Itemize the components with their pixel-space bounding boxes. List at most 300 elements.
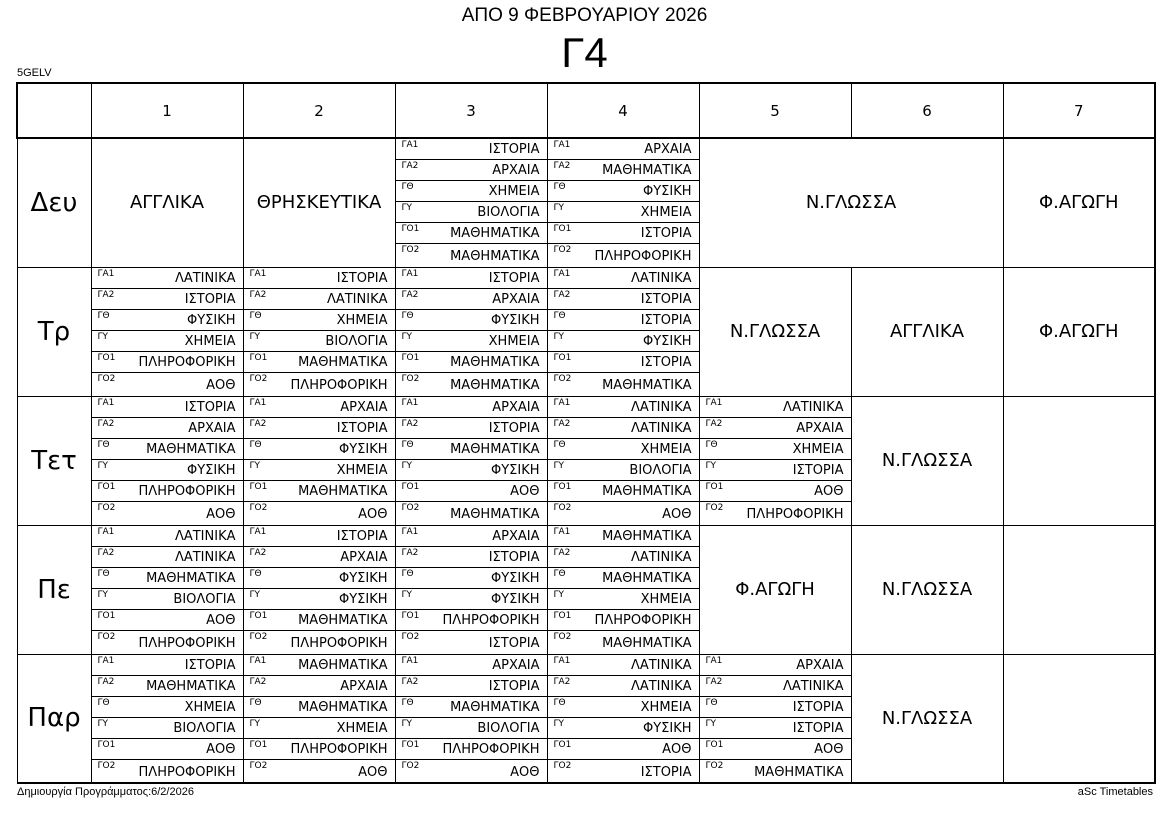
- subject-name: ΧΗΜΕΙΑ: [488, 333, 540, 349]
- group-code: ΓΑ2: [553, 289, 571, 300]
- group-code: ΓΑ1: [249, 397, 267, 408]
- group-code: ΓΑ1: [401, 655, 419, 666]
- subject-name: ΛΑΤΙΝΙΚΑ: [630, 657, 692, 673]
- group-lesson: [244, 310, 395, 331]
- group-code: ΓΟ1: [249, 610, 268, 621]
- group-lesson: [244, 610, 395, 631]
- subject-name: ΛΑΤΙΝΙΚΑ: [174, 549, 236, 565]
- group-lesson: [396, 181, 547, 202]
- period-header: 4: [547, 83, 699, 138]
- group-lesson: [548, 439, 699, 460]
- group-code: ΓΟ1: [401, 224, 420, 234]
- group-lesson: [244, 568, 395, 589]
- group-code: ΓΥ: [401, 331, 413, 342]
- corner-cell: [17, 83, 91, 138]
- group-code: ΓΑ1: [553, 397, 571, 408]
- subject-name: ΦΥΣΙΚΗ: [642, 720, 692, 736]
- group-code: ΓΑ2: [401, 161, 419, 171]
- group-lesson: [548, 526, 699, 547]
- lesson-cell: Φ.ΑΓΩΓΗ: [1003, 138, 1155, 267]
- subject-name: ΑΡΧΑΙΑ: [796, 420, 844, 436]
- group-lesson: [92, 268, 243, 289]
- group-code: ΓΟ2: [401, 502, 420, 513]
- subject-name: ΦΥΣΙΚΗ: [186, 462, 236, 478]
- group-code: ΓΘ: [97, 697, 110, 708]
- lesson-cell: Ν.ΓΛΩΣΣΑ: [851, 396, 1003, 525]
- group-code: ΓΟ2: [705, 760, 724, 771]
- subject-name: ΑΟΘ: [358, 764, 388, 780]
- group-code: ΓΑ2: [249, 547, 267, 558]
- subject-name: ΦΥΣΙΚΗ: [642, 333, 692, 349]
- group-lesson: [244, 697, 395, 718]
- group-code: ΓΑ2: [553, 161, 571, 171]
- split-lesson-cell: [547, 138, 699, 267]
- group-lesson: [244, 526, 395, 547]
- group-lesson: [92, 547, 243, 568]
- subject-name: ΜΑΘΗΜΑΤΙΚΑ: [602, 528, 692, 544]
- group-code: ΓΟ2: [553, 502, 572, 513]
- subject-name: ΜΑΘΗΜΑΤΙΚΑ: [450, 377, 540, 393]
- lesson-cell: Ν.ΓΛΩΣΣΑ: [699, 138, 1003, 267]
- subject-name: ΙΣΤΟΡΙΑ: [640, 354, 692, 370]
- group-code: ΓΟ1: [553, 352, 572, 363]
- subject-name: ΦΥΣΙΚΗ: [490, 570, 540, 586]
- group-lesson: [92, 718, 243, 739]
- group-code: ΓΑ1: [401, 526, 419, 537]
- period-header: 6: [851, 83, 1003, 138]
- subject-name: ΠΛΗΡΟΦΟΡΙΚΗ: [290, 741, 388, 757]
- group-lesson: [244, 718, 395, 739]
- subject-name: ΛΑΤΙΝΙΚΑ: [630, 399, 692, 415]
- group-lesson: [396, 460, 547, 481]
- subject-name: ΜΑΘΗΜΑΤΙΚΑ: [298, 483, 388, 499]
- subject-name: ΑΡΧΑΙΑ: [492, 657, 540, 673]
- group-code: ΓΑ1: [553, 526, 571, 537]
- group-lesson: [92, 439, 243, 460]
- period-header: 7: [1003, 83, 1155, 138]
- group-lesson: [244, 547, 395, 568]
- group-lesson: [396, 331, 547, 352]
- group-lesson: [548, 610, 699, 631]
- subject-name: ΛΑΤΙΝΙΚΑ: [782, 399, 844, 415]
- group-lesson: [396, 223, 547, 244]
- split-lesson-cell: [243, 267, 395, 396]
- group-code: ΓΘ: [249, 697, 262, 708]
- group-code: ΓΑ2: [401, 676, 419, 687]
- subject-name: ΑΟΘ: [662, 741, 692, 757]
- group-lesson: [548, 310, 699, 331]
- group-lesson: [244, 739, 395, 760]
- group-lesson: [92, 352, 243, 373]
- group-lesson: [92, 631, 243, 653]
- subject-name: ΠΛΗΡΟΦΟΡΙΚΗ: [138, 635, 236, 651]
- group-code: ΓΟ2: [401, 245, 420, 255]
- group-lesson: [396, 418, 547, 439]
- subject-name: ΙΣΤΟΡΙΑ: [792, 462, 844, 478]
- group-code: ΓΘ: [249, 568, 262, 579]
- group-code: ΓΟ2: [401, 760, 420, 771]
- subject-name: ΠΛΗΡΟΦΟΡΙΚΗ: [290, 635, 388, 651]
- group-code: ΓΑ1: [97, 526, 115, 537]
- group-lesson: [548, 631, 699, 653]
- group-lesson: [396, 244, 547, 266]
- group-code: ΓΘ: [553, 439, 566, 450]
- group-code: ΓΘ: [553, 310, 566, 321]
- subject-name: ΜΑΘΗΜΑΤΙΚΑ: [754, 764, 844, 780]
- group-code: ΓΟ1: [553, 481, 572, 492]
- group-lesson: [700, 397, 851, 418]
- split-lesson-cell: [547, 267, 699, 396]
- group-code: ΓΟ1: [401, 610, 420, 621]
- lesson-cell: ΑΓΓΛΙΚΑ: [91, 138, 243, 267]
- lesson-cell: Ν.ΓΛΩΣΣΑ: [851, 654, 1003, 783]
- group-code: ΓΥ: [97, 460, 109, 471]
- subject-name: ΜΑΘΗΜΑΤΙΚΑ: [450, 226, 540, 241]
- subject-name: ΙΣΤΟΡΙΑ: [184, 399, 236, 415]
- subject-name: ΑΡΧΑΙΑ: [340, 549, 388, 565]
- subject-name: ΧΗΜΕΙΑ: [640, 699, 692, 715]
- group-lesson: [396, 655, 547, 676]
- group-code: ΓΟ1: [553, 224, 572, 234]
- group-lesson: [700, 739, 851, 760]
- subject-name: ΦΥΣΙΚΗ: [490, 312, 540, 328]
- subject-name: ΑΟΘ: [662, 506, 692, 522]
- subject-name: ΜΑΘΗΜΑΤΙΚΑ: [450, 249, 540, 264]
- group-lesson: [548, 568, 699, 589]
- group-code: ΓΥ: [705, 460, 717, 471]
- period-header: 3: [395, 83, 547, 138]
- group-code: ΓΑ1: [249, 655, 267, 666]
- group-code: ΓΑ2: [401, 418, 419, 429]
- group-lesson: [92, 655, 243, 676]
- group-lesson: [244, 502, 395, 524]
- subject-name: ΦΥΣΙΚΗ: [338, 591, 388, 607]
- subject-name: ΠΛΗΡΟΦΟΡΙΚΗ: [138, 354, 236, 370]
- group-lesson: [548, 202, 699, 223]
- group-lesson: [92, 502, 243, 524]
- subject-name: ΑΟΘ: [206, 506, 236, 522]
- group-code: ΓΑ1: [705, 397, 723, 408]
- group-lesson: [700, 655, 851, 676]
- subject-name: ΠΛΗΡΟΦΟΡΙΚΗ: [594, 612, 692, 628]
- group-lesson: [92, 697, 243, 718]
- subject-name: ΛΑΤΙΝΙΚΑ: [174, 528, 236, 544]
- group-code: ΓΑ1: [553, 268, 571, 279]
- group-lesson: [92, 760, 243, 782]
- group-code: ΓΑ2: [553, 547, 571, 558]
- group-lesson: [548, 502, 699, 524]
- group-code: ΓΥ: [249, 589, 261, 600]
- group-code: ΓΟ2: [553, 631, 572, 642]
- lesson-cell: Φ.ΑΓΩΓΗ: [699, 525, 851, 654]
- group-code: ΓΥ: [553, 331, 565, 342]
- day-label: Πε: [17, 525, 91, 654]
- group-lesson: [396, 697, 547, 718]
- group-lesson: [700, 502, 851, 524]
- subject-name: ΠΛΗΡΟΦΟΡΙΚΗ: [746, 506, 844, 522]
- group-lesson: [396, 481, 547, 502]
- group-lesson: [244, 397, 395, 418]
- group-lesson: [396, 610, 547, 631]
- group-code: ΓΘ: [401, 697, 414, 708]
- subject-name: ΜΑΘΗΜΑΤΙΚΑ: [146, 570, 236, 586]
- subject-name: ΒΙΟΛΟΓΙΑ: [477, 205, 540, 220]
- group-code: ΓΑ2: [401, 547, 419, 558]
- subject-name: ΛΑΤΙΝΙΚΑ: [174, 270, 236, 286]
- split-lesson-cell: [91, 654, 243, 783]
- split-lesson-cell: [395, 654, 547, 783]
- subject-name: ΑΟΘ: [510, 483, 540, 499]
- group-code: ΓΟ1: [553, 610, 572, 621]
- split-lesson-cell: [91, 396, 243, 525]
- group-lesson: [396, 739, 547, 760]
- group-lesson: [548, 331, 699, 352]
- split-lesson-cell: [243, 654, 395, 783]
- group-lesson: [92, 589, 243, 610]
- subject-name: ΑΡΧΑΙΑ: [492, 399, 540, 415]
- group-lesson: [244, 460, 395, 481]
- generator-brand: aSc Timetables: [1077, 786, 1153, 798]
- subject-name: ΜΑΘΗΜΑΤΙΚΑ: [602, 635, 692, 651]
- group-code: ΓΥ: [553, 589, 565, 600]
- subject-name: ΧΗΜΕΙΑ: [184, 699, 236, 715]
- group-lesson: [396, 526, 547, 547]
- subject-name: ΧΗΜΕΙΑ: [336, 462, 388, 478]
- group-lesson: [548, 547, 699, 568]
- subject-name: ΙΣΤΟΡΙΑ: [488, 635, 540, 651]
- group-lesson: [92, 397, 243, 418]
- group-lesson: [548, 655, 699, 676]
- group-lesson: [396, 268, 547, 289]
- group-code: ΓΟ2: [553, 373, 572, 384]
- group-lesson: [396, 202, 547, 223]
- creation-date: Δημιουργία Προγράμματος:6/2/2026: [17, 786, 194, 798]
- group-lesson: [548, 139, 699, 160]
- subject-name: ΧΗΜΕΙΑ: [640, 591, 692, 607]
- group-code: ΓΥ: [249, 460, 261, 471]
- group-lesson: [244, 631, 395, 653]
- subject-name: ΠΛΗΡΟΦΟΡΙΚΗ: [442, 612, 540, 628]
- group-code: ΓΘ: [401, 568, 414, 579]
- group-code: ΓΘ: [401, 182, 414, 192]
- group-code: ΓΟ1: [249, 352, 268, 363]
- group-code: ΓΟ2: [401, 373, 420, 384]
- group-lesson: [396, 718, 547, 739]
- subject-name: ΦΥΣΙΚΗ: [338, 441, 388, 457]
- group-lesson: [548, 268, 699, 289]
- group-lesson: [396, 589, 547, 610]
- group-lesson: [396, 289, 547, 310]
- class-title: Γ4: [561, 29, 608, 76]
- day-label: Δευ: [17, 138, 91, 267]
- group-code: ΓΑ2: [249, 676, 267, 687]
- subject-name: ΧΗΜΕΙΑ: [640, 205, 692, 220]
- subject-name: ΛΑΤΙΝΙΚΑ: [630, 270, 692, 286]
- group-lesson: [700, 760, 851, 782]
- group-code: ΓΘ: [401, 310, 414, 321]
- group-lesson: [548, 739, 699, 760]
- group-code: ΓΘ: [97, 439, 110, 450]
- school-code: 5GELV: [17, 67, 52, 79]
- subject-name: ΜΑΘΗΜΑΤΙΚΑ: [602, 377, 692, 393]
- split-lesson-cell: [243, 525, 395, 654]
- lesson-cell: ΘΡΗΣΚΕΥΤΙΚΑ: [243, 138, 395, 267]
- group-code: ΓΘ: [97, 310, 110, 321]
- group-code: ΓΘ: [705, 439, 718, 450]
- subject-name: ΜΑΘΗΜΑΤΙΚΑ: [602, 483, 692, 499]
- group-code: ΓΟ2: [97, 373, 116, 384]
- subject-name: ΧΗΜΕΙΑ: [488, 184, 540, 199]
- group-lesson: [548, 352, 699, 373]
- subject-name: ΜΑΘΗΜΑΤΙΚΑ: [450, 441, 540, 457]
- group-lesson: [92, 331, 243, 352]
- group-code: ΓΥ: [249, 331, 261, 342]
- group-code: ΓΟ1: [705, 739, 724, 750]
- subject-name: ΑΟΘ: [814, 741, 844, 757]
- group-code: ΓΥ: [401, 589, 413, 600]
- group-code: ΓΟ2: [249, 373, 268, 384]
- subject-name: ΦΥΣΙΚΗ: [338, 570, 388, 586]
- subject-name: ΙΣΤΟΡΙΑ: [792, 720, 844, 736]
- group-lesson: [396, 676, 547, 697]
- subject-name: ΠΛΗΡΟΦΟΡΙΚΗ: [138, 483, 236, 499]
- group-lesson: [396, 352, 547, 373]
- group-code: ΓΟ2: [553, 245, 572, 255]
- subject-name: ΙΣΤΟΡΙΑ: [640, 764, 692, 780]
- group-lesson: [548, 676, 699, 697]
- group-lesson: [548, 160, 699, 181]
- subject-name: ΙΣΤΟΡΙΑ: [488, 420, 540, 436]
- group-lesson: [244, 655, 395, 676]
- timetable-validity-date: ΑΠΟ 9 ΦΕΒΡΟΥΑΡΙΟΥ 2026: [461, 5, 708, 26]
- group-code: ΓΟ1: [97, 739, 116, 750]
- group-lesson: [700, 439, 851, 460]
- group-code: ΓΟ2: [97, 760, 116, 771]
- group-lesson: [244, 268, 395, 289]
- group-code: ΓΟ2: [553, 760, 572, 771]
- subject-name: ΙΣΤΟΡΙΑ: [336, 528, 388, 544]
- subject-name: ΒΙΟΛΟΓΙΑ: [325, 333, 388, 349]
- day-label: Τετ: [17, 396, 91, 525]
- split-lesson-cell: [243, 396, 395, 525]
- group-code: ΓΟ2: [249, 760, 268, 771]
- subject-name: ΜΑΘΗΜΑΤΙΚΑ: [602, 163, 692, 178]
- group-lesson: [396, 439, 547, 460]
- group-code: ΓΑ2: [97, 418, 115, 429]
- group-lesson: [396, 310, 547, 331]
- subject-name: ΙΣΤΟΡΙΑ: [488, 678, 540, 694]
- group-lesson: [244, 760, 395, 782]
- subject-name: ΒΙΟΛΟΓΙΑ: [477, 720, 540, 736]
- group-code: ΓΑ1: [97, 397, 115, 408]
- subject-name: ΠΛΗΡΟΦΟΡΙΚΗ: [594, 249, 692, 264]
- subject-name: ΧΗΜΕΙΑ: [792, 441, 844, 457]
- group-lesson: [244, 439, 395, 460]
- subject-name: ΛΑΤΙΝΙΚΑ: [630, 678, 692, 694]
- group-code: ΓΑ1: [97, 655, 115, 666]
- lesson-cell: Ν.ΓΛΩΣΣΑ: [699, 267, 851, 396]
- group-code: ΓΟ1: [97, 481, 116, 492]
- subject-name: ΧΗΜΕΙΑ: [336, 312, 388, 328]
- group-lesson: [396, 568, 547, 589]
- split-lesson-cell: [547, 396, 699, 525]
- subject-name: ΑΡΧΑΙΑ: [492, 528, 540, 544]
- subject-name: ΙΣΤΟΡΙΑ: [640, 312, 692, 328]
- subject-name: ΛΑΤΙΝΙΚΑ: [326, 291, 388, 307]
- group-lesson: [92, 676, 243, 697]
- group-code: ΓΟ1: [97, 610, 116, 621]
- group-code: ΓΥ: [401, 203, 413, 213]
- subject-name: ΜΑΘΗΜΑΤΙΚΑ: [298, 657, 388, 673]
- day-label: Τρ: [17, 267, 91, 396]
- group-code: ΓΑ2: [705, 676, 723, 687]
- group-lesson: [548, 397, 699, 418]
- subject-name: ΑΡΧΑΙΑ: [492, 163, 540, 178]
- group-lesson: [244, 331, 395, 352]
- subject-name: ΙΣΤΟΡΙΑ: [488, 270, 540, 286]
- group-code: ΓΑ1: [705, 655, 723, 666]
- lesson-cell: [1003, 654, 1155, 783]
- subject-name: ΑΡΧΑΙΑ: [492, 291, 540, 307]
- subject-name: ΦΥΣΙΚΗ: [490, 462, 540, 478]
- subject-name: ΜΑΘΗΜΑΤΙΚΑ: [146, 678, 236, 694]
- subject-name: ΙΣΤΟΡΙΑ: [336, 270, 388, 286]
- group-code: ΓΟ2: [705, 502, 724, 513]
- subject-name: ΦΥΣΙΚΗ: [186, 312, 236, 328]
- group-code: ΓΥ: [553, 203, 565, 213]
- subject-name: ΒΙΟΛΟΓΙΑ: [629, 462, 692, 478]
- group-lesson: [244, 589, 395, 610]
- group-lesson: [396, 397, 547, 418]
- split-lesson-cell: [395, 396, 547, 525]
- group-lesson: [548, 760, 699, 782]
- subject-name: ΙΣΤΟΡΙΑ: [184, 291, 236, 307]
- split-lesson-cell: [699, 654, 851, 783]
- group-lesson: [700, 718, 851, 739]
- group-lesson: [396, 502, 547, 524]
- group-lesson: [396, 160, 547, 181]
- group-code: ΓΑ1: [401, 268, 419, 279]
- group-code: ΓΟ1: [401, 352, 420, 363]
- group-lesson: [700, 460, 851, 481]
- group-lesson: [548, 589, 699, 610]
- timetable-grid: [16, 82, 1156, 784]
- lesson-cell: [1003, 525, 1155, 654]
- group-code: ΓΑ1: [553, 140, 571, 150]
- group-code: ΓΟ1: [553, 739, 572, 750]
- subject-name: ΧΗΜΕΙΑ: [336, 720, 388, 736]
- group-code: ΓΥ: [97, 718, 109, 729]
- subject-name: ΦΥΣΙΚΗ: [490, 591, 540, 607]
- group-code: ΓΑ1: [97, 268, 115, 279]
- group-lesson: [548, 697, 699, 718]
- subject-name: ΑΡΧΑΙΑ: [188, 420, 236, 436]
- subject-name: ΑΟΘ: [206, 612, 236, 628]
- group-code: ΓΟ1: [705, 481, 724, 492]
- group-code: ΓΑ1: [249, 268, 267, 279]
- group-code: ΓΟ1: [249, 481, 268, 492]
- group-code: ΓΘ: [553, 697, 566, 708]
- group-code: ΓΥ: [705, 718, 717, 729]
- group-code: ΓΘ: [401, 439, 414, 450]
- subject-name: ΑΡΧΑΙΑ: [340, 678, 388, 694]
- lesson-cell: [1003, 396, 1155, 525]
- group-code: ΓΘ: [249, 310, 262, 321]
- period-header: 2: [243, 83, 395, 138]
- group-code: ΓΟ1: [249, 739, 268, 750]
- subject-name: ΠΛΗΡΟΦΟΡΙΚΗ: [138, 764, 236, 780]
- subject-name: ΠΛΗΡΟΦΟΡΙΚΗ: [290, 377, 388, 393]
